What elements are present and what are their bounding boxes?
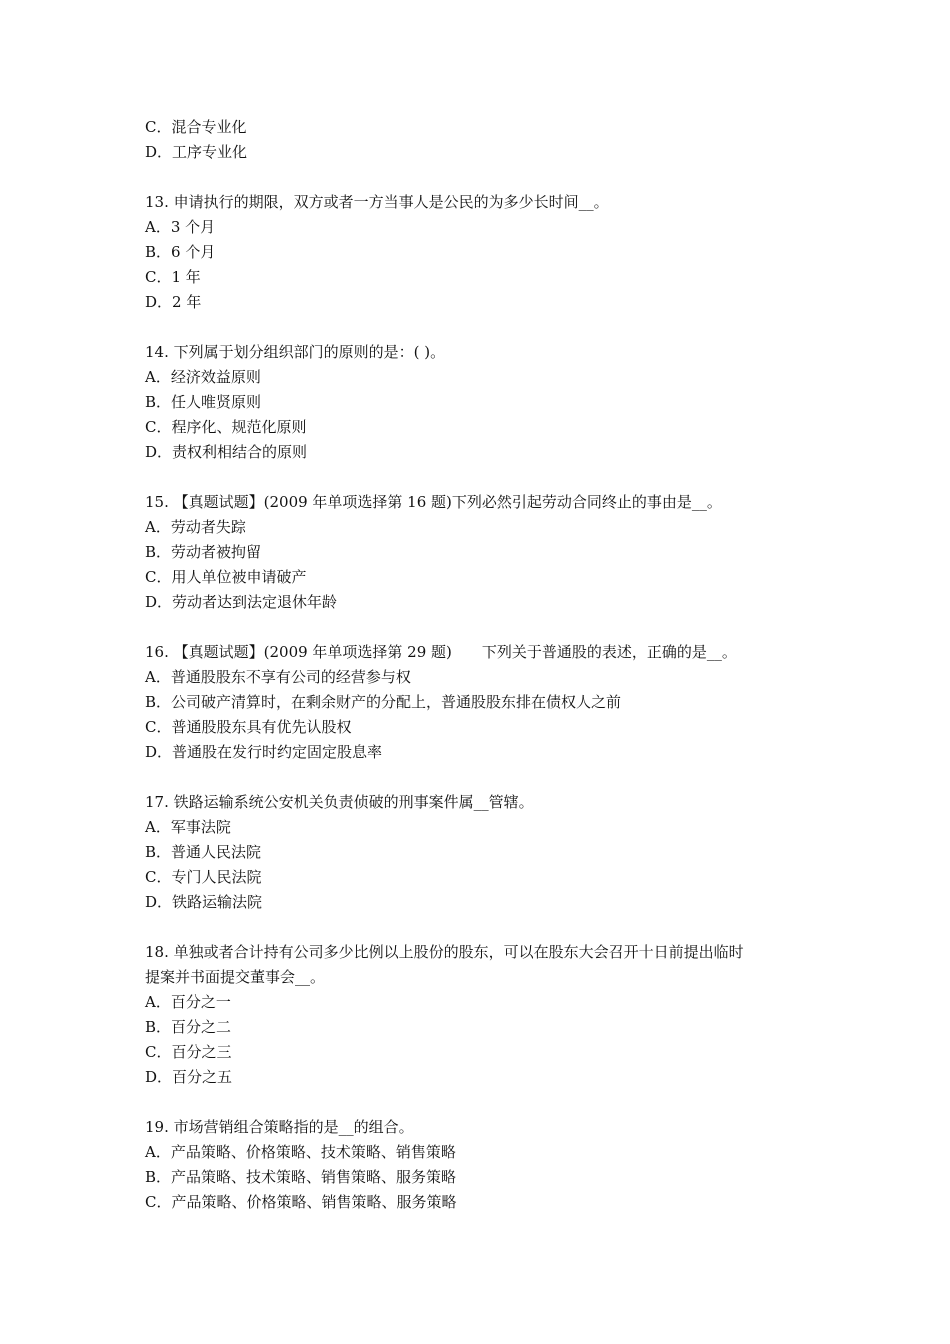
question-13 <box>145 190 845 315</box>
option-c: C．专门人民法院 <box>145 868 262 886</box>
option-b: B．任人唯贤原则 <box>145 393 262 411</box>
option-a: A．百分之一 <box>145 993 231 1011</box>
option-a: A．经济效益原则 <box>145 368 261 386</box>
option-c: C．混合专业化 <box>145 118 247 136</box>
option-d: D．劳动者达到法定退休年龄 <box>145 593 338 611</box>
spacer <box>145 165 845 190</box>
question-stem: 13. 申请执行的期限，双方或者一方当事人是公民的为多少长时间__。 <box>145 193 609 211</box>
option-d: D．普通股在发行时约定固定股息率 <box>145 743 383 761</box>
option-a: A．3 个月 <box>145 218 216 236</box>
option-d: D．百分之五 <box>145 1068 233 1086</box>
option-c: C．1 年 <box>145 268 201 286</box>
option-b: B．公司破产清算时，在剩余财产的分配上，普通股股东排在债权人之前 <box>145 693 622 711</box>
exam-page <box>145 115 845 1215</box>
question-15 <box>145 490 845 615</box>
option-c: C．程序化、规范化原则 <box>145 418 307 436</box>
option-c: C．百分之三 <box>145 1043 232 1061</box>
option-a: A．劳动者失踪 <box>145 518 246 536</box>
question-18 <box>145 940 845 1090</box>
option-a: A．普通股股东不享有公司的经营参与权 <box>145 668 411 686</box>
option-a: A．军事法院 <box>145 818 231 836</box>
question-19 <box>145 1115 845 1215</box>
spacer <box>145 915 845 940</box>
question-stem: 18. 单独或者合计持有公司多少比例以上股份的股东，可以在股东大会召开十日前提出临时 <box>145 943 744 961</box>
question-stem: 19. 市场营销组合策略指的是__的组合。 <box>145 1118 414 1136</box>
question-stem-continuation: 提案并书面提交董事会__。 <box>145 968 326 986</box>
option-d: D．工序专业化 <box>145 143 248 161</box>
question-stem: 15. 【真题试题】(2009 年单项选择第 16 题)下列必然引起劳动合同终止的事由是__。 <box>145 493 722 511</box>
option-b: B．6 个月 <box>145 243 216 261</box>
spacer <box>145 765 845 790</box>
option-d: D．铁路运输法院 <box>145 893 263 911</box>
question-stem: 16. 【真题试题】(2009 年单项选择第 29 题) 下列关于普通股的表述，正确的是__。 <box>145 643 737 661</box>
option-c: C．产品策略、价格策略、销售策略、服务策略 <box>145 1193 457 1211</box>
question-16 <box>145 640 845 765</box>
option-b: B．普通人民法院 <box>145 843 262 861</box>
spacer <box>145 465 845 490</box>
spacer <box>145 615 845 640</box>
question-stem: 17. 铁路运输系统公安机关负责侦破的刑事案件属__管辖。 <box>145 793 534 811</box>
spacer <box>145 315 845 340</box>
option-a: A．产品策略、价格策略、技术策略、销售策略 <box>145 1143 456 1161</box>
option-b: B．劳动者被拘留 <box>145 543 262 561</box>
option-b: B．百分之二 <box>145 1018 232 1036</box>
question-stem: 14. 下列属于划分组织部门的原则的是：( )。 <box>145 343 446 361</box>
option-d: D．责权利相结合的原则 <box>145 443 308 461</box>
question-14 <box>145 340 845 465</box>
option-b: B．产品策略、技术策略、销售策略、服务策略 <box>145 1168 457 1186</box>
spacer <box>145 1090 845 1115</box>
option-c: C．用人单位被申请破产 <box>145 568 307 586</box>
option-c: C．普通股股东具有优先认股权 <box>145 718 352 736</box>
question-17 <box>145 790 845 915</box>
option-d: D．2 年 <box>145 293 202 311</box>
